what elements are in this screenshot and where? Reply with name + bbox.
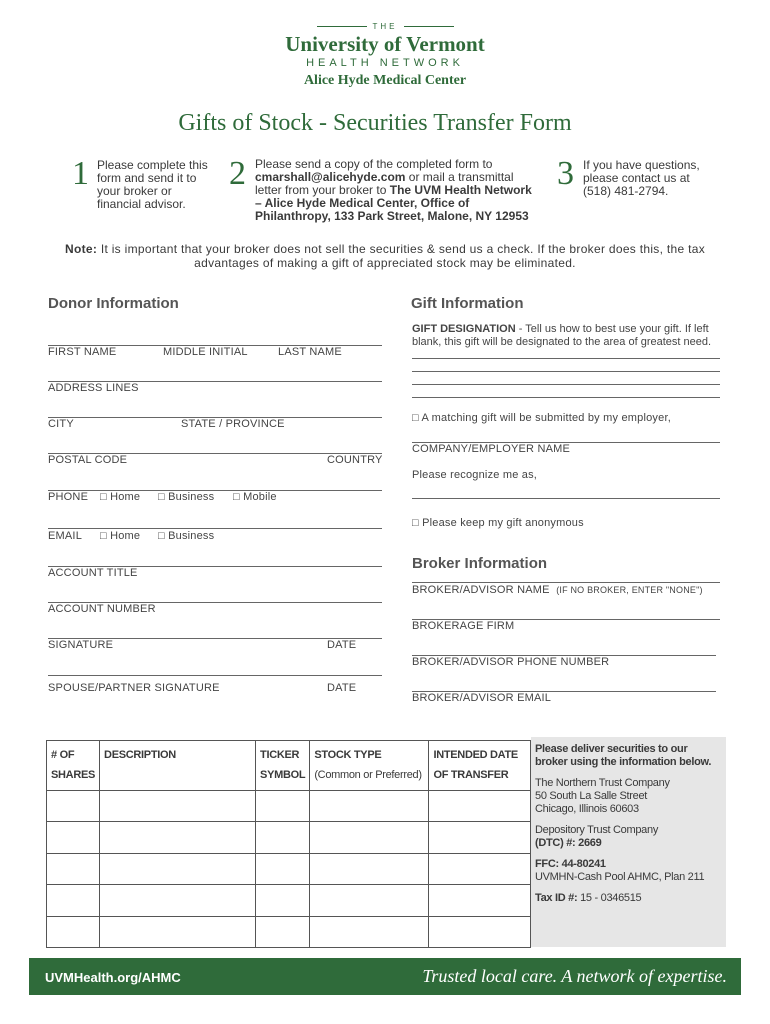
recognize-label: Please recognize me as, <box>412 469 538 481</box>
col-stock-type-header: STOCK TYPE (Common or Preferred) <box>310 741 429 791</box>
email-business-checkbox[interactable]: □ Business <box>158 530 215 542</box>
step-2-address: The UVM Health Network – Alice Hyde Medical Center, Office of Philanthropy, 133 Park Street, Malone, NY 12953 <box>255 183 532 223</box>
phone-home-checkbox[interactable]: □ Home <box>100 491 141 503</box>
email-label: EMAIL <box>48 530 83 542</box>
delivery-city: Chicago, Illinois 60603 <box>535 803 639 815</box>
table-row[interactable] <box>47 853 531 884</box>
footer-tagline: Trusted local care. A network of expertise. <box>422 966 727 986</box>
delivery-street: 50 South La Salle Street <box>535 790 648 802</box>
account-number-label: ACCOUNT NUMBER <box>48 603 156 615</box>
col-shares-header: # OF SHARES <box>47 741 100 791</box>
signature-label: SIGNATURE <box>48 639 114 651</box>
table-row[interactable] <box>47 916 531 947</box>
col-transfer-date-header: INTENDED DATE OF TRANSFER <box>429 741 531 791</box>
ffc-info <box>535 858 722 884</box>
address-label: ADDRESS LINES <box>48 382 139 394</box>
step-1-number: 1 <box>72 155 89 192</box>
broker-name-label <box>412 584 703 596</box>
step-2-mid: or mail a transmittal letter from your broker to <box>255 170 514 197</box>
step-2-intro: Please send a copy of the completed form to <box>255 157 493 171</box>
delivery-company: The Northern Trust Company <box>535 777 670 789</box>
delivery-heading: Please deliver securities to our broker using the information below. <box>535 743 712 768</box>
designation-line-2[interactable] <box>412 371 720 372</box>
ffc-label: FFC: <box>535 858 559 870</box>
step-2-email[interactable]: cmarshall@alicehyde.com <box>255 170 406 184</box>
col-description-header: DESCRIPTION <box>100 741 256 791</box>
postal-label: POSTAL CODE <box>48 454 128 466</box>
brokerage-firm-label: BROKERAGE FIRM <box>412 620 515 632</box>
ffc-value: 44-80241 <box>561 858 606 870</box>
phone-line[interactable] <box>48 490 382 491</box>
step-3-text: If you have questions, please contact us at (518) 481-2794. <box>583 158 700 198</box>
table-row[interactable] <box>47 790 531 821</box>
tax-id-info <box>535 892 722 905</box>
ffc-account: UVMHN-Cash Pool AHMC, Plan 211 <box>535 871 705 883</box>
anonymous-checkbox[interactable]: □ Please keep my gift anonymous <box>412 517 584 529</box>
broker-name-line[interactable] <box>412 582 720 583</box>
gift-designation-label: GIFT DESIGNATION <box>412 323 516 335</box>
step-2-number: 2 <box>229 155 246 192</box>
tax-id-value: 15 - 0346515 <box>580 892 642 904</box>
step-3-number: 3 <box>557 155 574 192</box>
gift-heading: Gift Information <box>411 295 524 312</box>
designation-line-3[interactable] <box>412 384 720 385</box>
country-label: COUNTRY <box>327 454 383 466</box>
designation-line-1[interactable] <box>412 358 720 359</box>
city-label: CITY <box>48 418 74 430</box>
last-name-label: LAST NAME <box>278 346 342 358</box>
logo-university: University of Vermont <box>285 32 485 56</box>
note <box>40 242 730 270</box>
spouse-date-label: DATE <box>327 682 357 694</box>
phone-mobile-checkbox[interactable]: □ Mobile <box>233 491 277 503</box>
table-header-row <box>47 741 531 791</box>
broker-email-label: BROKER/ADVISOR EMAIL <box>412 692 552 704</box>
note-text: It is important that your broker does not sell the securities & send us a check. If the broker does this, the tax advantages of making a gift of appreciated stock may be eliminated. <box>100 242 705 270</box>
phone-label: PHONE <box>48 491 89 503</box>
first-name-label: FIRST NAME <box>48 346 117 358</box>
tax-id-label: Tax ID #: <box>535 892 578 904</box>
logo-center: Alice Hyde Medical Center <box>303 73 467 88</box>
dtc-label: (DTC) #: <box>535 837 576 849</box>
delivery-info-box <box>531 737 726 947</box>
account-title-label: ACCOUNT TITLE <box>48 567 138 579</box>
signature-date-label: DATE <box>327 639 357 651</box>
spouse-signature-label: SPOUSE/PARTNER SIGNATURE <box>48 682 220 694</box>
email-line[interactable] <box>48 528 382 529</box>
col-ticker-header: TICKER SYMBOL <box>256 741 310 791</box>
middle-initial-label: MIDDLE INITIAL <box>163 346 248 358</box>
gift-designation-desc: - Tell us how to best use your gift. If left blank, this gift will be designated to the area of greatest need. <box>412 323 712 348</box>
donor-heading: Donor Information <box>48 295 179 312</box>
gift-designation-text <box>412 323 722 349</box>
delivery-address <box>535 777 722 816</box>
broker-heading: Broker Information <box>412 555 548 572</box>
employer-label: COMPANY/EMPLOYER NAME <box>412 443 571 455</box>
step-1-text: Please complete this form and send it to your broker or financial advisor. <box>97 158 208 211</box>
footer-bar <box>29 958 741 995</box>
broker-name-note: (IF NO BROKER, ENTER "NONE") <box>556 585 703 595</box>
broker-name-text: BROKER/ADVISOR NAME <box>412 584 550 596</box>
table-row[interactable] <box>47 822 531 853</box>
matching-gift-checkbox[interactable]: □ A matching gift will be submitted by my employer, <box>412 412 671 424</box>
state-label: STATE / PROVINCE <box>181 418 285 430</box>
logo-network: HEALTH NETWORK <box>306 57 464 69</box>
dtc-info <box>535 824 722 850</box>
phone-business-checkbox[interactable]: □ Business <box>158 491 215 503</box>
logo <box>270 22 500 97</box>
stock-table <box>46 740 531 948</box>
footer-url[interactable]: UVMHealth.org/AHMC <box>45 970 181 985</box>
step-2-text <box>255 158 540 223</box>
page-title: Gifts of Stock - Securities Transfer Form <box>178 110 572 136</box>
dtc-value: 2669 <box>578 837 602 849</box>
spouse-signature-line[interactable] <box>48 675 382 676</box>
designation-line-4[interactable] <box>412 397 720 398</box>
logo-the: THE <box>270 22 500 32</box>
email-home-checkbox[interactable]: □ Home <box>100 530 141 542</box>
note-label: Note: <box>65 242 98 256</box>
table-row[interactable] <box>47 885 531 916</box>
dtc-name: Depository Trust Company <box>535 824 659 836</box>
broker-phone-label: BROKER/ADVISOR PHONE NUMBER <box>412 656 610 668</box>
recognize-line[interactable] <box>412 498 720 499</box>
